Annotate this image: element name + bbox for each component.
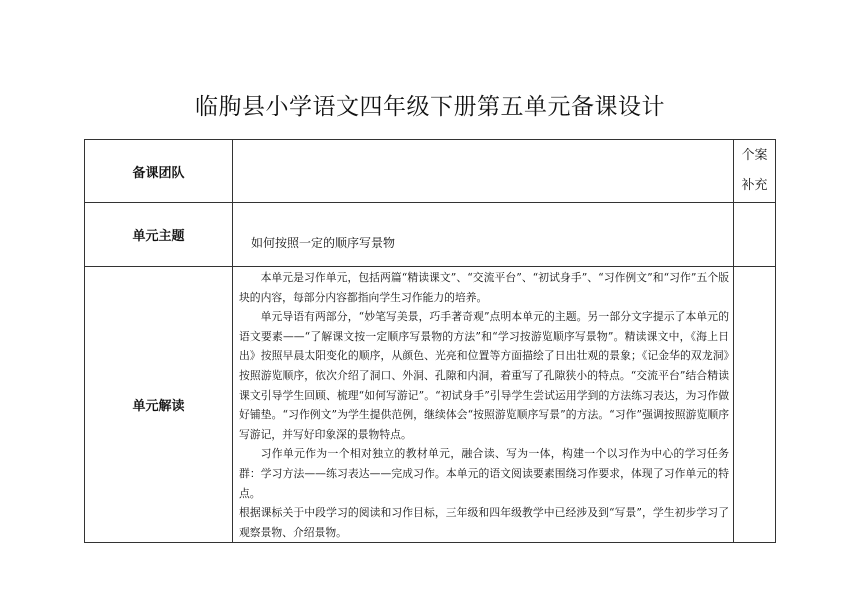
table-row-team — [85, 140, 776, 203]
analysis-paragraph: 本单元是习作单元，包括两篇“精读课文”、“交流平台”、“初试身手”、“习作例文”和“习作”五个版块的内容，每部分内容都指向学生习作能力的培养。 — [239, 271, 729, 304]
analysis-label: 单元解读 — [85, 267, 233, 543]
table-row-analysis — [85, 267, 776, 543]
team-value-cell — [233, 140, 734, 203]
team-label: 备课团队 — [85, 140, 233, 203]
theme-value-cell — [233, 203, 734, 267]
lesson-plan-table — [84, 139, 776, 543]
analysis-text — [233, 267, 733, 542]
analysis-supplement-cell — [734, 267, 776, 543]
analysis-value-cell — [233, 267, 734, 543]
analysis-paragraph: 单元导语有两部分，“妙笔写美景，巧手著奇观”点明本单元的主题。另一部分文字提示了本单元的语文要素——“了解课文按一定顺序写景物的方法”和“学习按游览顺序写景物”。精读课文中，《海上日出》按照早晨太阳变化的顺序，从颜色、光亮和位置等方面描绘了日出壮观的景象；《记金华的双龙洞》按照游览顺序，依次介绍了洞口、外洞、孔隙和内洞，着重写了孔隙狭小的特点。“交流平台”结合精读课文引导学生回顾、梳理“如何写游记”。“初试身手”引导学生尝试运用学到的方法练习表达，为习作做好铺垫。“习作例文”为学生提供范例，继续体会“按照游览顺序写景”的方法。“习作”强调按照游览顺序写游记，并写好印象深的景物特点。 — [239, 310, 729, 441]
page-title: 临朐县小学语文四年级下册第五单元备课设计 — [195, 94, 665, 120]
theme-label: 单元主题 — [85, 203, 233, 267]
analysis-paragraph: 习作单元作为一个相对独立的教材单元，融合读、写为一体，构建一个以习作为中心的学习任务群：学习方法——练习表达——完成习作。本单元的语文阅读要素围绕习作要求，体现了习作单元的特点。 — [239, 447, 729, 500]
theme-text: 如何按照一定的顺序写景物 — [251, 235, 396, 250]
table-row-theme — [85, 203, 776, 267]
supplement-header-line2: 补充 — [741, 178, 768, 193]
theme-supplement-cell — [734, 203, 776, 267]
analysis-paragraph: 根据课标关于中段学习的阅读和习作目标，三年级和四年级教学中已经涉及到“写景”，学生初步学习了观察景物、介绍景物。 — [239, 506, 729, 539]
supplement-header — [734, 140, 776, 203]
supplement-header-line1: 个案 — [741, 148, 768, 163]
